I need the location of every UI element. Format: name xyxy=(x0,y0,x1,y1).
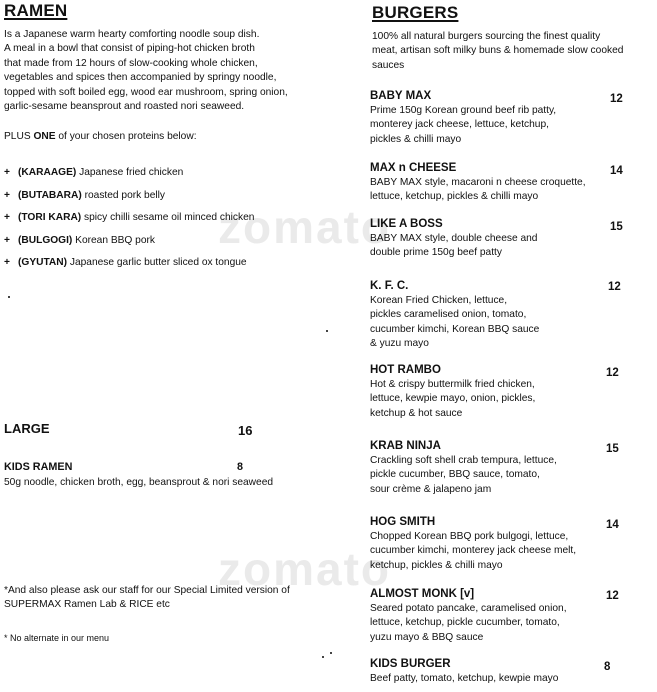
burger-name: BABY MAX xyxy=(370,90,432,102)
burger-desc-line: sour crème & jalapeno jam xyxy=(370,483,492,495)
burger-desc-line: lettuce, ketchup, pickles & chilli mayo xyxy=(370,191,539,203)
ramen-intro-line: A meal in a bowl that consist of piping-hot chicken broth xyxy=(4,43,255,55)
burger-price: 14 xyxy=(610,165,623,177)
protein-code: (BUTABARA) xyxy=(18,189,82,201)
protein-code: (BULGOGI) xyxy=(18,234,73,246)
speck xyxy=(322,656,324,658)
speck xyxy=(330,652,332,654)
burger-desc-line: pickle cucumber, BBQ sauce, tomato, xyxy=(370,469,540,481)
ramen-intro-line: Is a Japanese warm hearty comforting noodle soup dish. xyxy=(4,29,260,40)
burger-item-baby-max xyxy=(370,90,625,147)
burger-desc-line: Prime 150g Korean ground beef rib patty, xyxy=(370,104,557,116)
protein-desc: roasted pork belly xyxy=(81,189,166,201)
burger-price: 12 xyxy=(606,590,619,602)
burger-desc-line: BABY MAX style, double cheese and xyxy=(370,232,538,244)
burger-name: K. F. C. xyxy=(370,280,409,292)
protein-desc: Korean BBQ pork xyxy=(72,234,156,246)
special-note-line: SUPERMAX Ramen Lab & RICE etc xyxy=(4,599,170,611)
burger-item-hog-smith xyxy=(370,516,625,573)
burger-item-max-n-cheese xyxy=(370,162,625,205)
plus-icon: + xyxy=(4,167,10,178)
ramen-intro-line: that made from 12 hours of slow-cooking whole chicken, xyxy=(4,57,258,69)
burger-desc-line: BABY MAX style, macaroni n cheese croquette, xyxy=(370,176,586,188)
burger-desc-line: Beef patty, tomato, ketchup, kewpie mayo xyxy=(370,672,559,684)
burger-desc-line: Chopped Korean BBQ pork bulgogi, lettuce, xyxy=(370,530,569,542)
protein-item xyxy=(4,189,254,212)
burgers-intro xyxy=(372,30,623,73)
plus-prefix: PLUS xyxy=(4,131,34,142)
plus-icon: + xyxy=(4,189,10,201)
speck xyxy=(326,330,328,332)
protein-desc: Japanese fried chicken xyxy=(76,167,184,178)
burger-desc-line: ketchup, pickles & chilli mayo xyxy=(370,559,503,571)
footnote: * No alternate in our menu xyxy=(4,633,110,643)
burger-desc-line: ketchup & hot sauce xyxy=(370,407,463,419)
protein-code: (KARAAGE) xyxy=(18,167,77,178)
large-price: 16 xyxy=(238,423,253,438)
plus-suffix: of your chosen proteins below: xyxy=(55,131,197,142)
burger-name: MAX n CHEESE xyxy=(370,162,457,174)
burger-desc-line: lettuce, ketchup, pickle cucumber, tomato, xyxy=(370,617,560,629)
burger-item-krab-ninja xyxy=(370,440,625,497)
burgers-intro-line: meat, artisan soft milky buns & homemade slow cooked xyxy=(372,45,624,57)
plus-icon: + xyxy=(4,212,10,224)
speck xyxy=(8,296,10,298)
burger-name: ALMOST MONK [v] xyxy=(370,588,475,600)
burger-name: LIKE A BOSS xyxy=(370,218,443,230)
protein-item xyxy=(4,256,254,279)
protein-code: (TORI KARA) xyxy=(18,212,82,224)
burger-item-kids-burger xyxy=(370,658,625,686)
burger-item-kfc xyxy=(370,280,625,352)
burger-price: 12 xyxy=(610,93,623,105)
plus-icon: + xyxy=(4,234,10,246)
protein-desc: Japanese garlic butter sliced ox tongue xyxy=(67,257,247,269)
ramen-intro-line: vegetables and spices then accompanied by springy noodle, xyxy=(4,72,277,84)
burger-desc-line: Crackling soft shell crab tempura, lettuce, xyxy=(370,454,557,466)
kids-ramen-desc: 50g noodle, chicken broth, egg, beansprout & nori seaweed xyxy=(4,477,274,488)
special-note-line: *And also please ask our staff for our Special Limited version of xyxy=(4,585,290,596)
kids-ramen-label: KIDS RAMEN xyxy=(4,461,73,473)
large-label: LARGE xyxy=(4,421,50,436)
plus-one: ONE xyxy=(33,131,56,142)
ramen-intro xyxy=(4,28,288,115)
kids-ramen-price: 8 xyxy=(237,461,244,473)
burger-price: 12 xyxy=(608,281,621,293)
watermark: zomato xyxy=(218,543,391,595)
burgers-intro-line: sauces xyxy=(372,59,405,71)
burger-price: 15 xyxy=(606,443,619,455)
burger-desc-line: Seared potato pancake, caramelised onion, xyxy=(370,602,567,614)
protein-desc: spicy chilli sesame oil minced chicken xyxy=(81,212,255,224)
burger-desc-line: cucumber kimchi, Korean BBQ sauce xyxy=(370,323,540,335)
burger-name: KRAB NINJA xyxy=(370,440,441,452)
special-note xyxy=(4,584,290,613)
burger-desc-line: & yuzu mayo xyxy=(370,338,429,350)
protein-item xyxy=(4,211,254,234)
burger-price: 8 xyxy=(604,661,611,673)
plus-icon: + xyxy=(4,257,10,269)
burger-desc-line: pickles caramelised onion, tomato, xyxy=(370,309,527,321)
burgers-intro-line: 100% all natural burgers sourcing the finest quality xyxy=(372,31,601,42)
burger-price: 12 xyxy=(606,367,619,379)
burgers-heading: BURGERS xyxy=(372,3,459,22)
burger-desc-line: cucumber kimchi, monterey jack cheese melt, xyxy=(370,545,577,557)
burger-price: 15 xyxy=(610,221,623,233)
burger-desc-line: double prime 150g beef patty xyxy=(370,247,502,259)
protein-instructions xyxy=(4,130,197,144)
burger-item-like-a-boss xyxy=(370,218,625,261)
burger-name: HOG SMITH xyxy=(370,516,436,528)
ramen-intro-line: topped with soft boiled egg, wood ear mushroom, spring onion, xyxy=(4,86,288,98)
ramen-intro-line: garlic-sesame beansprout and roasted nori seaweed. xyxy=(4,101,245,113)
burger-price: 14 xyxy=(606,519,619,531)
protein-list xyxy=(4,166,254,279)
watermark: zomato xyxy=(218,201,391,253)
burger-desc-line: pickles & chilli mayo xyxy=(370,133,462,145)
protein-code: (GYUTAN) xyxy=(18,257,68,269)
ramen-heading: RAMEN xyxy=(4,1,68,20)
burger-name: KIDS BURGER xyxy=(370,658,451,670)
burger-desc-line: monterey jack cheese, lettuce, ketchup, xyxy=(370,119,549,131)
burger-desc-line: Hot & crispy buttermilk fried chicken, xyxy=(370,378,535,390)
protein-item xyxy=(4,166,254,189)
burger-desc-line: lettuce, kewpie mayo, onion, pickles, xyxy=(370,393,536,405)
burger-name: HOT RAMBO xyxy=(370,364,441,376)
burger-desc-line: Korean Fried Chicken, lettuce, xyxy=(370,294,508,306)
burger-desc-line: yuzu mayo & BBQ sauce xyxy=(370,631,484,643)
burger-item-hot-rambo xyxy=(370,364,625,421)
protein-item xyxy=(4,234,254,257)
burger-item-almost-monk xyxy=(370,588,625,645)
